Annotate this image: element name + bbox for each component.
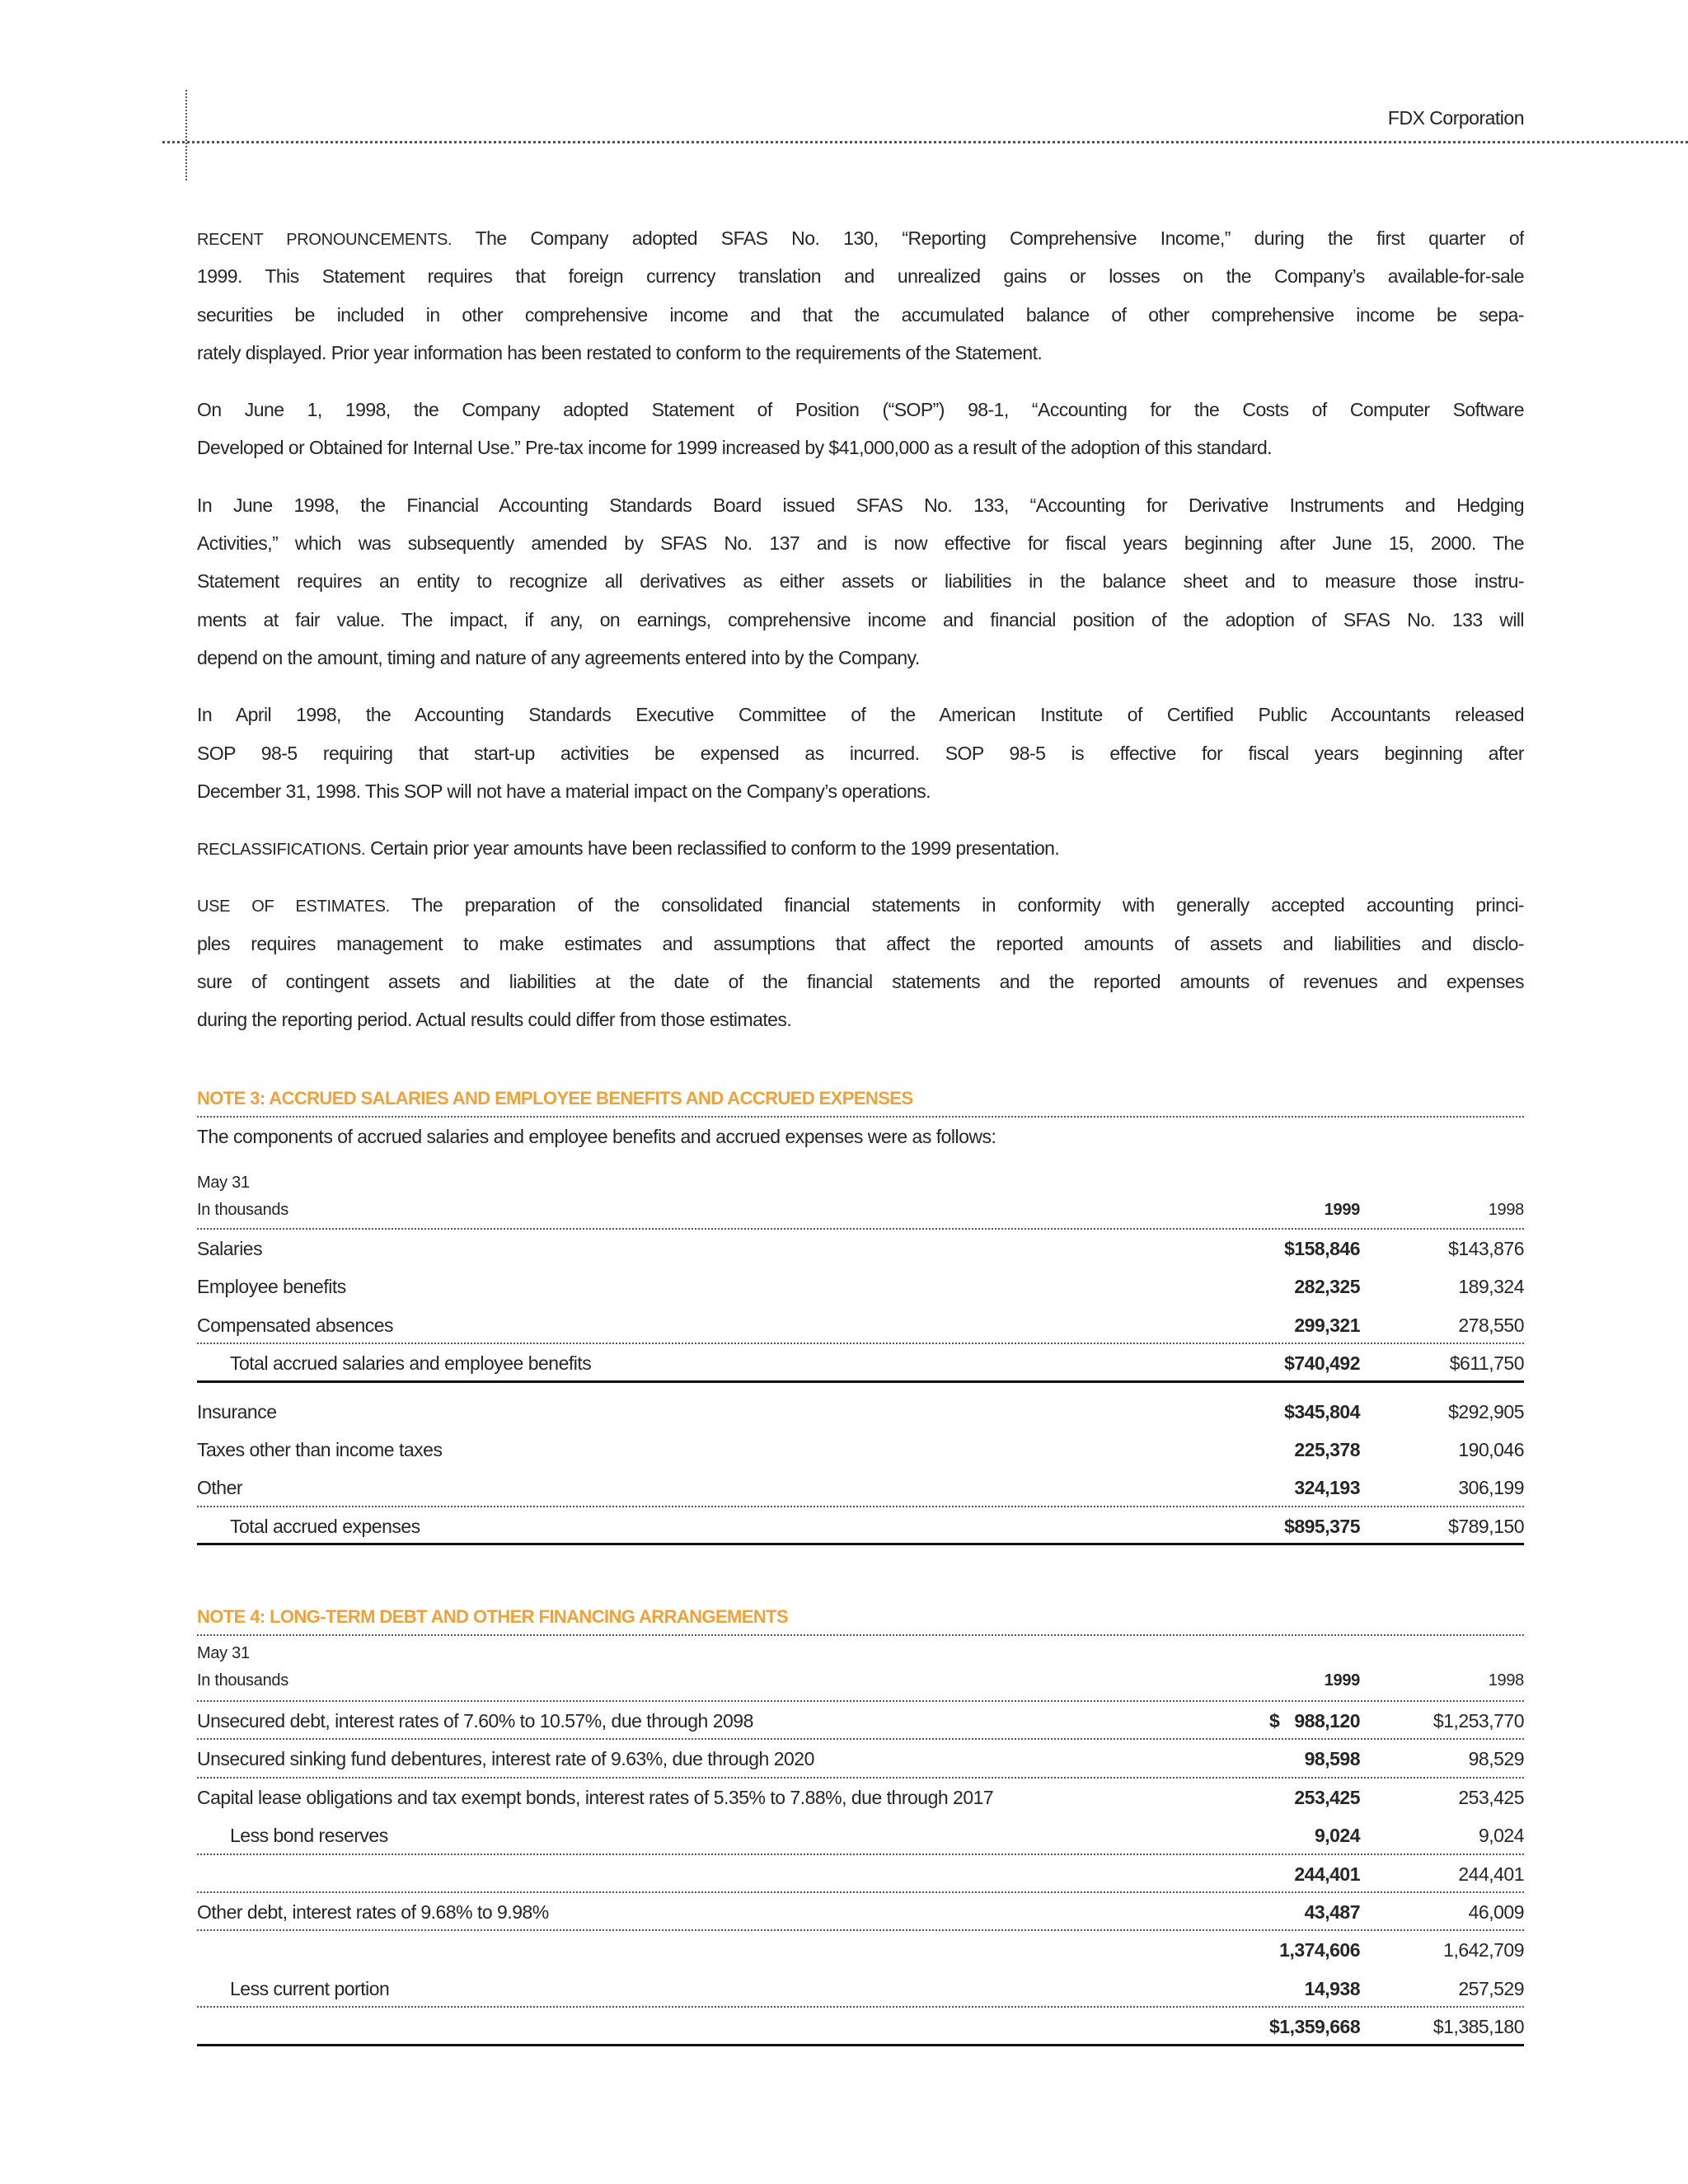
value-1998: 257,529 [1458, 1977, 1524, 1999]
amount: $895,375 [1284, 1515, 1360, 1537]
text-content: Activities,” which was subsequently amended by SFAS No. 137 and is now effective for fiscal years beginning after June 15, 2000. The [197, 532, 1524, 555]
value-1998: 244,401 [1458, 1863, 1524, 1885]
note-3-table-body [197, 1230, 1524, 1545]
amount: $345,804 [1284, 1400, 1360, 1422]
amount: 14,938 [1304, 1977, 1360, 1999]
note-4-title: NOTE 4: LONG-TERM DEBT AND OTHER FINANCING ARRANGEMENTS [197, 1598, 1524, 1636]
amount: $158,846 [1284, 1238, 1360, 1259]
value-1999 [1195, 1230, 1360, 1268]
value-1999 [1195, 1431, 1360, 1469]
text-line [197, 963, 1524, 1001]
row-label: Taxes other than income taxes [197, 1438, 443, 1460]
value-1998: 98,529 [1468, 1748, 1524, 1770]
paragraph [197, 829, 1524, 867]
paragraph [197, 391, 1524, 467]
row-label: Compensated absences [197, 1314, 394, 1336]
row-label [197, 1855, 1195, 1891]
value-1999 [1195, 1393, 1360, 1431]
text-line [197, 772, 1524, 810]
table-row [197, 1779, 1524, 1816]
text-line [197, 562, 1524, 600]
column-header-1998: 1998 [1488, 1201, 1524, 1219]
row-label: Unsecured debt, interest rates of 7.60% to 10.57%, due through 2098 [197, 1710, 753, 1732]
row-label: Unsecured sinking fund debentures, interest rate of 9.63%, due through 2020 [197, 1748, 814, 1770]
value-1999 [1195, 1893, 1360, 1929]
section-lead-in: RECENT PRONOUNCEMENTS. [197, 231, 452, 249]
value-1998: $611,750 [1449, 1352, 1524, 1375]
text-line [197, 829, 1524, 867]
text-line [197, 486, 1524, 524]
value-1998: 253,425 [1458, 1786, 1524, 1808]
row-label: Total accrued salaries and employee benefits [230, 1352, 592, 1375]
amount: 244,401 [1294, 1863, 1360, 1885]
amount: 43,487 [1304, 1900, 1360, 1923]
value-1998: 189,324 [1458, 1276, 1524, 1298]
row-label: Salaries [197, 1238, 263, 1259]
text-content: during the reporting period. Actual results could differ from those estimates. [197, 1009, 792, 1031]
section-lead-in: USE OF ESTIMATES. [197, 898, 390, 916]
value-1998: $292,905 [1448, 1400, 1524, 1422]
text-line [197, 334, 1524, 372]
note-3-table-header [197, 1169, 1524, 1230]
amount: 282,325 [1294, 1276, 1360, 1298]
crop-mark [185, 90, 187, 180]
value-1999 [1195, 1344, 1360, 1380]
amount: 98,598 [1304, 1748, 1360, 1770]
row-label [197, 1931, 1195, 1969]
value-1998: $143,876 [1448, 1238, 1524, 1259]
row-label: Less current portion [230, 1977, 390, 1999]
text-content: ments at fair value. The impact, if any, on earnings, comprehensive income and financial position of the adoption of SFAS No. 133 will [197, 608, 1524, 630]
paragraph [197, 219, 1524, 372]
paragraph [197, 696, 1524, 810]
value-1998: 1,642,709 [1443, 1939, 1524, 1961]
text-line [197, 391, 1524, 429]
value-1999 [1195, 1740, 1360, 1776]
row-label: Employee benefits [197, 1276, 346, 1298]
text-line [197, 296, 1524, 334]
text-line [197, 257, 1524, 295]
text-content: securities be included in other comprehensive income and that the accumulated balance of other comprehensive income be sepa- [197, 303, 1524, 326]
value-1998: $789,150 [1448, 1515, 1524, 1537]
table-row [197, 1431, 1524, 1469]
value-1999 [1195, 2008, 1360, 2043]
running-header: FDX Corporation [1387, 107, 1524, 129]
text-content: The Company adopted SFAS No. 130, “Reporting Comprehensive Income,” during the first quarter of [452, 227, 1524, 249]
amount: 299,321 [1294, 1314, 1360, 1336]
table-row [197, 1268, 1524, 1305]
header-divider [162, 141, 1688, 143]
text-content: depend on the amount, timing and nature of any agreements entered into by the Company. [197, 646, 920, 668]
amount: 9,024 [1314, 1825, 1360, 1847]
value-1999 [1195, 1931, 1360, 1969]
table-row [197, 1855, 1524, 1893]
value-1999 [1195, 1306, 1360, 1343]
table-row [197, 1507, 1524, 1545]
value-1999 [1195, 1702, 1360, 1738]
units-label: In thousands [197, 1671, 288, 1690]
text-content: December 31, 1998. This SOP will not have a material impact on the Company’s operations. [197, 780, 931, 802]
value-1998: $1,385,180 [1432, 2016, 1524, 2038]
text-content: SOP 98-5 requiring that start-up activities be expensed as incurred. SOP 98-5 is effective for fiscal years beginning after [197, 742, 1524, 764]
text-content: Developed or Obtained for Internal Use.” Pre-tax income for 1999 increased by $41,000,000 as a result of the adoption of this standard. [197, 437, 1273, 459]
table-row [197, 1469, 1524, 1507]
row-label: Insurance [197, 1400, 277, 1422]
row-label: Other [197, 1477, 243, 1499]
table-row [197, 1230, 1524, 1268]
column-header-1999: 1999 [1324, 1201, 1360, 1219]
table-row [197, 1740, 1524, 1778]
amount: $740,492 [1284, 1352, 1360, 1375]
value-1998: 306,199 [1458, 1477, 1524, 1499]
text-content: The preparation of the consolidated financial statements in conformity with generally accepted accounting princi- [389, 894, 1524, 916]
text-content: sure of contingent assets and liabilities at the date of the financial statements and the reported amounts of revenues and expenses [197, 971, 1524, 993]
body-text [197, 219, 1524, 1058]
note-3-intro: The components of accrued salaries and employee benefits and accrued expenses were as follows: [197, 1126, 996, 1147]
note-4-table-body [197, 1702, 1524, 2046]
text-content: Statement requires an entity to recognize all derivatives as either assets or liabilities in the balance sheet and to measure those instru- [197, 570, 1524, 593]
text-line [197, 886, 1524, 924]
paragraph [197, 486, 1524, 677]
amount: 988,120 [1294, 1710, 1360, 1732]
amount: 225,378 [1294, 1438, 1360, 1460]
row-label: Capital lease obligations and tax exempt bonds, interest rates of 5.35% to 7.88%, due through 2017 [197, 1786, 994, 1808]
text-content: ples requires management to make estimates and assumptions that affect the reported amounts of assets and liabilities and disclo- [197, 932, 1524, 954]
amount: $1,359,668 [1269, 2016, 1361, 2038]
date-label: May 31 [197, 1174, 250, 1192]
text-content: In April 1998, the Accounting Standards Executive Committee of the American Institute of Certified Public Accountants released [197, 704, 1524, 726]
column-header-1999: 1999 [1324, 1671, 1360, 1690]
value-1998: 190,046 [1458, 1438, 1524, 1460]
table-row [197, 1970, 1524, 2008]
paragraph [197, 886, 1524, 1038]
value-1999 [1195, 1970, 1360, 2006]
value-1998: $1,253,770 [1432, 1710, 1524, 1732]
text-line [197, 1001, 1524, 1038]
table-row [197, 1702, 1524, 1740]
date-label: May 31 [197, 1644, 250, 1662]
value-1999 [1195, 1469, 1360, 1505]
amount: 324,193 [1294, 1477, 1360, 1499]
table-row [197, 1306, 1524, 1344]
value-1998: 278,550 [1458, 1314, 1524, 1336]
text-line [197, 601, 1524, 639]
text-content: rately displayed. Prior year information has been restated to conform to the requirements of the Statement. [197, 341, 1043, 363]
text-line [197, 429, 1524, 466]
value-1999 [1195, 1507, 1360, 1543]
text-content: Certain prior year amounts have been reclassified to conform to the 1999 presentation. [365, 837, 1060, 860]
text-line [197, 925, 1524, 963]
value-1999 [1195, 1816, 1360, 1853]
section-lead-in: RECLASSIFICATIONS. [197, 841, 366, 860]
column-header-1998: 1998 [1488, 1671, 1524, 1690]
note-4 [197, 1598, 1524, 2046]
row-label: Less bond reserves [230, 1825, 388, 1847]
text-line [197, 696, 1524, 733]
text-content: In June 1998, the Financial Accounting Standards Board issued SFAS No. 133, “Accounting for Derivative Instruments and Hedging [197, 494, 1524, 516]
text-line [197, 219, 1524, 257]
amount: 1,374,606 [1279, 1939, 1360, 1961]
row-label: Total accrued expenses [230, 1515, 420, 1537]
table-row [197, 1816, 1524, 1854]
units-label: In thousands [197, 1201, 288, 1219]
table-row [197, 1931, 1524, 1969]
text-content: On June 1, 1998, the Company adopted Statement of Position (“SOP”) 98-1, “Accounting for the Costs of Computer Software [197, 399, 1524, 421]
row-label: Other debt, interest rates of 9.68% to 9.98% [197, 1900, 549, 1923]
note-3-title: NOTE 3: ACCRUED SALARIES AND EMPLOYEE BENEFITS AND ACCRUED EXPENSES [197, 1080, 1524, 1118]
amount: 253,425 [1294, 1786, 1360, 1808]
value-1998: 9,024 [1478, 1825, 1524, 1847]
table-row [197, 2008, 1524, 2046]
text-line [197, 524, 1524, 562]
row-label [197, 2008, 1195, 2043]
text-line [197, 734, 1524, 772]
value-1999 [1195, 1779, 1360, 1816]
currency-symbol: $ [1269, 1710, 1280, 1732]
text-content: 1999. This Statement requires that foreign currency translation and unrealized gains or losses on the Company’s available-for-sale [197, 265, 1524, 288]
value-1998: 46,009 [1468, 1900, 1524, 1923]
note-4-table-header [197, 1640, 1524, 1702]
value-1999 [1195, 1855, 1360, 1891]
table-row [197, 1893, 1524, 1931]
text-line [197, 639, 1524, 677]
table-row [197, 1393, 1524, 1431]
table-row [197, 1344, 1524, 1382]
note-3 [197, 1080, 1524, 1545]
value-1999 [1195, 1268, 1360, 1305]
